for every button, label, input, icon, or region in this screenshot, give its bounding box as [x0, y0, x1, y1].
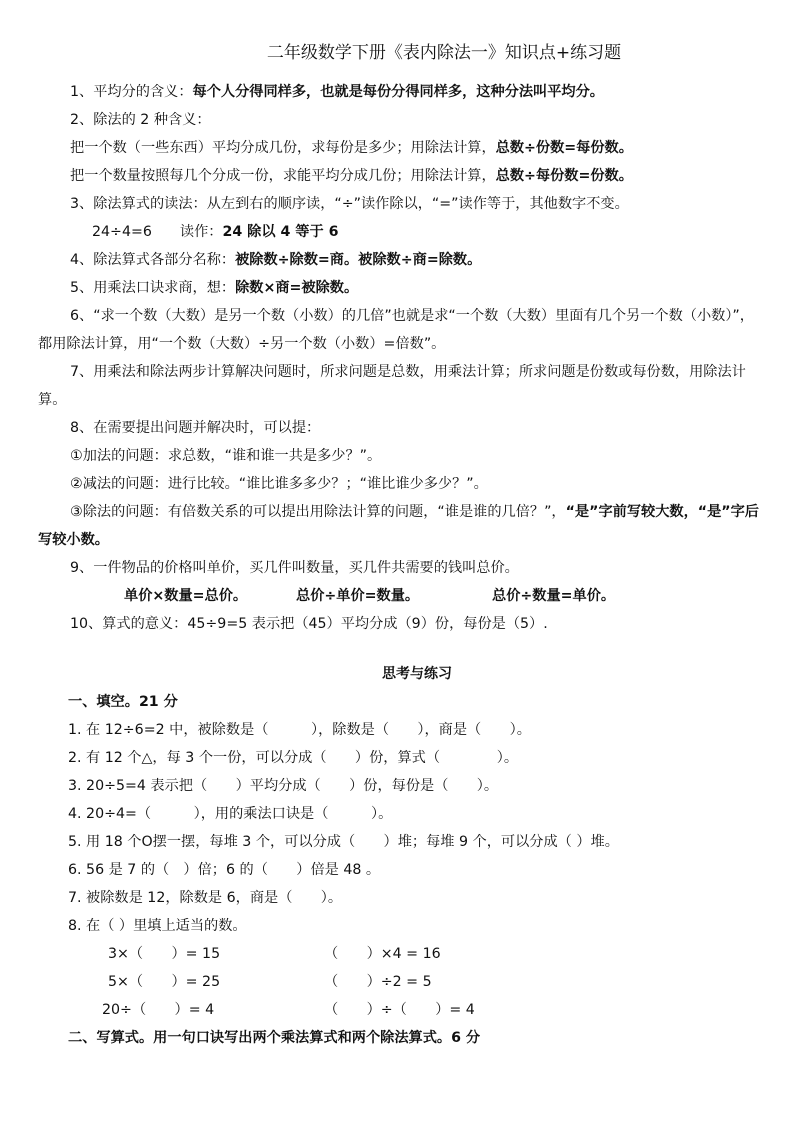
question-1: 1. 在 12÷6=2 中，被除数是（ ），除数是（ ），商是（ ）。 [68, 722, 531, 738]
formula-total-price: 单价×数量=总价。 [124, 588, 248, 604]
question-6: 6. 56 是 7 的（ ）倍；6 的（ ）倍是 48 。 [68, 862, 381, 878]
point-2-formula-1: 总数÷份数=每份数。 [495, 140, 633, 156]
point-2-line-1: 把一个数（一些东西）平均分成几份，求每份是多少；用除法计算，总数÷份数=每份数。 [70, 140, 633, 156]
point-7: 7、用乘法和除法两步计算解决问题时，所求问题是总数，用乘法计算；所求问题是份数或每份数，用除法计算。 [38, 364, 746, 408]
point-1-label: 1、平均分的含义： [70, 84, 193, 100]
question-8: 8. 在（ ）里填上适当的数。 [68, 918, 247, 934]
document-page [38, 28, 760, 1052]
formula-quantity: 总价÷单价=数量。 [296, 588, 420, 604]
point-3-example: 24÷4=6 读作：24 除以 4 等于 6 [92, 224, 339, 240]
page-title: 二年级数学下册《表内除法一》知识点+练习题 [266, 43, 622, 63]
question-3: 3. 20÷5=4 表示把（ ）平均分成（ ）份，每份是（ ）。 [68, 778, 499, 794]
point-9: 9、一件物品的价格叫单价，买几件叫数量，买几件共需要的钱叫总价。 [70, 560, 519, 576]
point-2: 2、除法的 2 种含义： [70, 112, 211, 128]
section-1-heading: 一、填空。21 分 [68, 694, 178, 710]
point-1-definition: 每个人分得同样多，也就是每份分得同样多，这种分法叫平均分。 [192, 84, 604, 100]
formula-unit-price: 总价÷数量=单价。 [492, 588, 616, 604]
section-2-heading: 二、写算式。用一句口诀写出两个乘法算式和两个除法算式。6 分 [68, 1030, 481, 1046]
point-4: 4、除法算式各部分名称：被除数÷除数=商。被除数÷商=除数。 [70, 252, 482, 268]
point-2-line-2: 把一个数量按照每几个分成一份，求能平均分成几份；用除法计算，总数÷每份数=份数。 [70, 168, 633, 184]
point-8-add: ①加法的问题：求总数，“谁和谁一共是多少？”。 [70, 448, 382, 464]
question-2: 2. 有 12 个△，每 3 个一份，可以分成（ ）份，算式（ ）。 [68, 750, 519, 766]
practice-title: 思考与练习 [382, 666, 452, 682]
question-7: 7. 被除数是 12，除数是 6，商是（ ）。 [68, 890, 343, 906]
point-1 [38, 78, 760, 106]
point-8-sub: ②减法的问题：进行比较。“谁比谁多多少？；“谁比谁少多少？”。 [70, 476, 488, 492]
point-4-formula: 被除数÷除数=商。被除数÷商=除数。 [235, 252, 482, 268]
point-2-formula-2: 总数÷每份数=份数。 [495, 168, 633, 184]
question-4: 4. 20÷4=（ ），用的乘法口诀是（ ）。 [68, 806, 393, 822]
question-8-row: 3×（ ）= 15 （ ）×4 = 16 [108, 946, 441, 962]
point-9-formulas [38, 582, 760, 610]
point-3: 3、除法算式的读法：从左到右的顺序读，“÷”读作除以，“=”读作等于，其他数字不变。 [70, 196, 629, 212]
point-6: 6、“求一个数（大数）是另一个数（小数）的几倍”也就是求“一个数（大数）里面有几个另一个数（小数）”，都用除法计算，用“一个数（大数）÷另一个数（小数）=倍数”。 [38, 308, 754, 352]
question-5: 5. 用 18 个O摆一摆，每堆 3 个，可以分成（ ）堆；每堆 9 个，可以分成（ ）堆。 [68, 834, 619, 850]
point-10: 10、算式的意义：45÷9=5 表示把（45）平均分成（9）份，每份是（5）. [70, 616, 548, 632]
point-8-div: ③除法的问题：有倍数关系的可以提出用除法计算的问题，“谁是谁的几倍？”，“是”字前写较大数，“是”字后写较小数。 [38, 504, 759, 548]
point-8: 8、在需要提出问题并解决时，可以提： [70, 420, 321, 436]
point-5-formula: 除数×商=被除数。 [235, 280, 359, 296]
question-8-row: 5×（ ）= 25 （ ）÷2 = 5 [108, 974, 432, 990]
point-5: 5、用乘法口诀求商，想：除数×商=被除数。 [70, 280, 359, 296]
question-8-row: 20÷（ ）= 4 （ ）÷（ ）= 4 [102, 1002, 475, 1018]
